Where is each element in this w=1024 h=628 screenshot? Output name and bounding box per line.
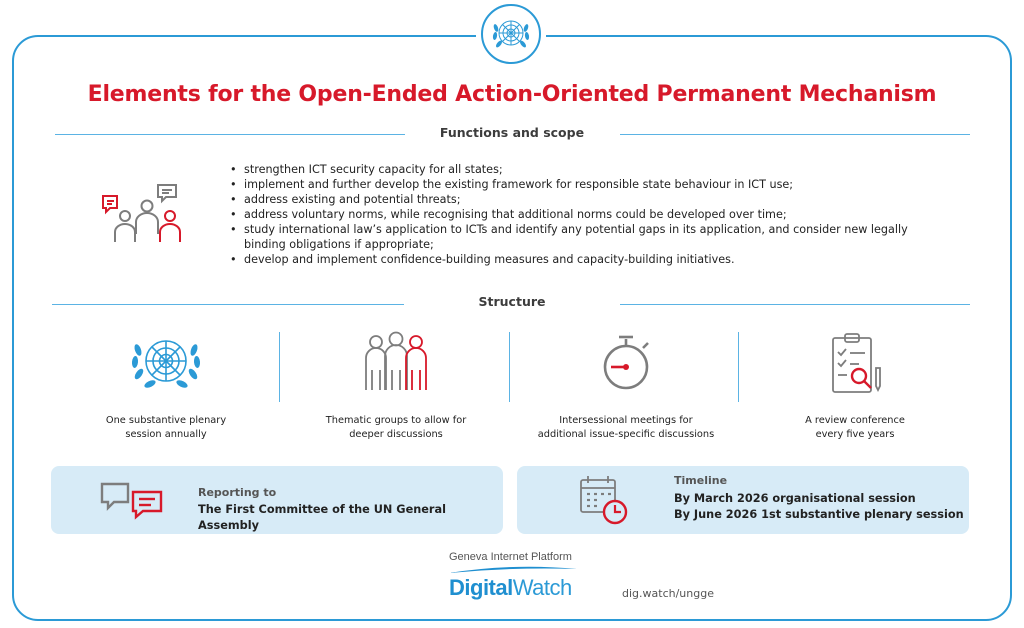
top-logo <box>476 2 546 66</box>
functions-item: • develop and implement confidence-building measures and capacity-building initiatives. <box>230 252 950 267</box>
functions-list <box>230 162 950 267</box>
un-emblem-icon <box>124 330 208 396</box>
structure-divider <box>738 332 739 402</box>
chat-bubbles-icon <box>99 480 167 520</box>
structure-item-intersessional <box>521 330 731 396</box>
functions-divider-left <box>55 134 405 135</box>
functions-heading: Functions and scope <box>439 125 585 140</box>
structure-heading: Structure <box>478 294 546 309</box>
structure-divider <box>509 332 510 402</box>
caption-line: additional issue-specific discussions <box>537 429 715 440</box>
caption-line: every five years <box>815 429 895 440</box>
structure-caption <box>521 414 731 442</box>
functions-item: • implement and further develop the existing framework for responsible state behaviour in ICT use; <box>230 177 950 192</box>
caption-line: session annually <box>125 429 207 440</box>
structure-divider-right <box>620 304 970 305</box>
digitalwatch-logo[interactable] <box>449 575 572 601</box>
structure-divider-left <box>52 304 404 305</box>
caption-line: Thematic groups to allow for <box>325 415 467 426</box>
timeline-label: Timeline <box>674 474 728 487</box>
un-emblem-icon <box>489 12 533 56</box>
structure-caption <box>291 414 501 442</box>
functions-item: • address existing and potential threats; <box>230 192 950 207</box>
caption-line: A review conference <box>805 415 905 426</box>
functions-item: • strengthen ICT security capacity for all states; <box>230 162 950 177</box>
stopwatch-icon <box>584 330 668 396</box>
caption-line: One substantive plenary <box>105 415 227 426</box>
functions-divider-right <box>620 134 970 135</box>
caption-line: Intersessional meetings for <box>559 415 693 426</box>
structure-divider <box>279 332 280 402</box>
structure-caption <box>61 414 271 442</box>
reporting-label: Reporting to <box>198 486 277 499</box>
page-title: Elements for the Open-Ended Action-Oriented Permanent Mechanism <box>87 82 937 107</box>
people-discussion-icon <box>100 182 190 246</box>
functions-item: • study international law’s application to ICTs and identify any potential gaps in its application, and consider new legally binding obligations if appropriate; <box>230 222 950 252</box>
timeline-line: By March 2026 organisational session <box>674 492 916 505</box>
group-icon <box>354 330 438 396</box>
logo-bold: Digital <box>449 575 513 600</box>
structure-item-thematic <box>291 330 501 396</box>
calendar-clock-icon <box>577 472 633 528</box>
functions-item: • address voluntary norms, while recognising that additional norms could be developed over time; <box>230 207 950 222</box>
timeline-panel <box>517 466 969 534</box>
timeline-line: By June 2026 1st substantive plenary session <box>674 508 964 521</box>
structure-caption <box>750 414 960 442</box>
footer-platform-name: Geneva Internet Platform <box>449 551 572 563</box>
footer-url[interactable]: dig.watch/ungge <box>622 587 714 600</box>
swoosh-icon <box>449 565 577 575</box>
reporting-text: The First Committee of the UN General Assembly <box>198 503 446 532</box>
caption-line: deeper discussions <box>349 429 443 440</box>
structure-item-plenary <box>61 330 271 396</box>
clipboard-search-icon <box>813 330 897 396</box>
reporting-panel <box>51 466 503 534</box>
structure-item-review <box>750 330 960 396</box>
logo-light: Watch <box>512 575 572 600</box>
